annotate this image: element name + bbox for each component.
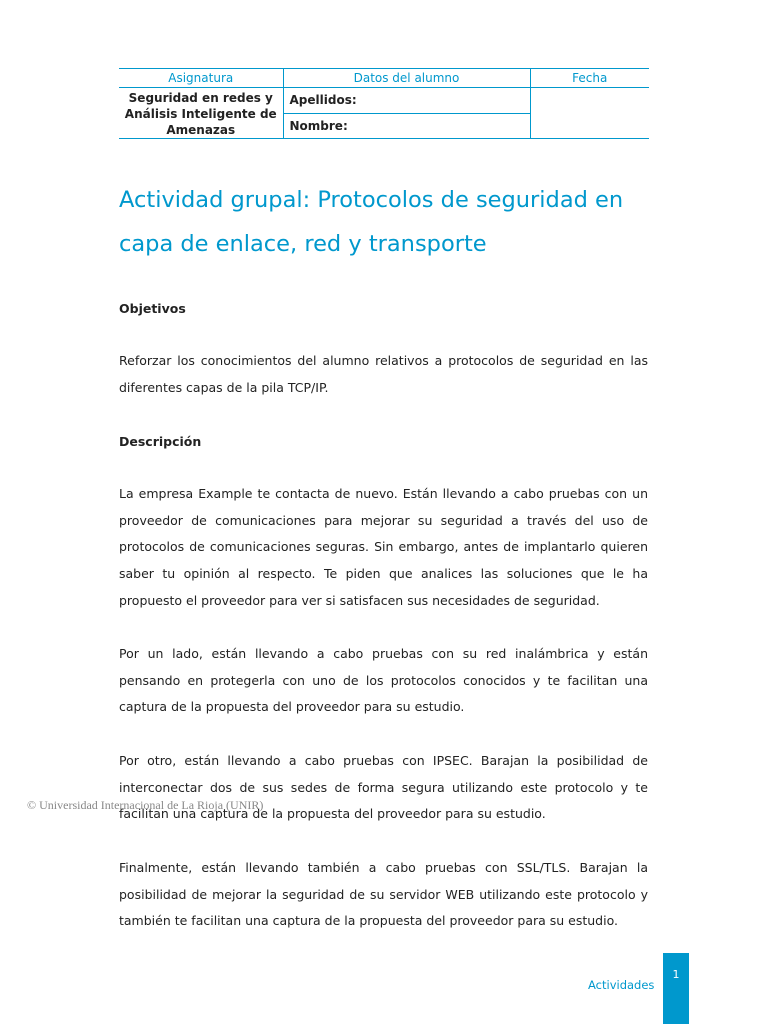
- footer-section-label: Actividades: [588, 978, 655, 992]
- name-field: Nombre:: [283, 113, 530, 139]
- surname-field: Apellidos:: [283, 88, 530, 114]
- date-field: [530, 88, 649, 139]
- description-paragraph-1: La empresa Example te contacta de nuevo. Están llevando a cabo pruebas con un proveedor de comunicaciones para mejorar su seguridad a través del uso de protocolos de comunicaciones seguras. Sin embargo, antes de implantarlo quieren saber tu opinión al respecto. Te piden que analices las soluciones que le ha propuesto el proveedor para ver si satisfacen sus necesidades de seguridad.: [119, 486, 648, 608]
- page-number: 1: [672, 968, 680, 981]
- copyright-watermark: © Universidad Internacional de La Rioja (UNIR): [27, 798, 264, 812]
- objectives-text: Reforzar los conocimientos del alumno relativos a protocolos de seguridad en las diferentes capas de la pila TCP/IP.: [119, 353, 648, 395]
- date-column-header: Fecha: [530, 69, 649, 88]
- header-row: [119, 69, 649, 88]
- page-title: Actividad grupal: Protocolos de seguridad en capa de enlace, red y transporte: [119, 187, 624, 257]
- description-paragraph-3: Por otro, están llevando a cabo pruebas con IPSEC. Barajan la posibilidad de interconectar dos de sus sedes de forma segura utilizando este protocolo y te facilitan una captura de la propuesta del proveedor para su estudio.: [119, 753, 648, 822]
- page-number-box: [663, 953, 689, 1024]
- header-table: [119, 68, 649, 139]
- student-column-header: Datos del alumno: [283, 69, 530, 88]
- objectives-heading: Objetivos: [119, 301, 186, 316]
- data-row-surname: [119, 88, 649, 114]
- description-paragraph-2: Por un lado, están llevando a cabo pruebas con su red inalámbrica y están pensando en protegerla con uno de los protocolos conocidos y te facilitan una captura de la propuesta del proveedor para su estudio.: [119, 646, 648, 715]
- subject-column-header: Asignatura: [119, 69, 283, 88]
- description-heading: Descripción: [119, 434, 202, 449]
- subject-name: Seguridad en redes y Análisis Inteligente de Amenazas: [119, 88, 283, 139]
- description-paragraph-4: Finalmente, están llevando también a cabo pruebas con SSL/TLS. Barajan la posibilidad de mejorar la seguridad de su servidor WEB utilizando este protocolo y también te facilitan una captura de la propuesta del proveedor para su estudio.: [119, 860, 648, 929]
